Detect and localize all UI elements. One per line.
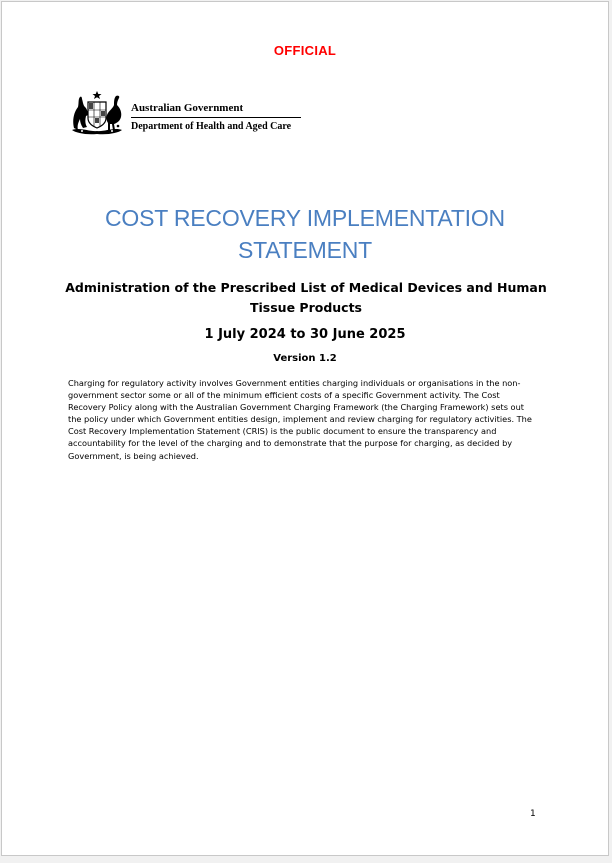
reporting-period: 1 July 2024 to 30 June 2025 xyxy=(204,327,406,342)
document-title-line-1: COST RECOVERY IMPLEMENTATION xyxy=(105,205,505,231)
department-name: Department of Health and Aged Care xyxy=(131,121,292,132)
document-subtitle: Administration of the Prescribed List of Medical Devices and Human Tissue Products xyxy=(65,280,547,315)
intro-paragraph: Charging for regulatory activity involves Government entities charging individuals or organisations in the non-government sector some or all of the minimum efficient costs of a specific Government activity. The Cost Recovery Policy along with the Australian Government Charging Framework (the Charging Framework) sets out the policy under which Government entities design, implement and review charging for regulatory activities. The Cost Recovery Implementation Statement (CRIS) is the public document to ensure the transparency and accountability for the level of the charging and to demonstrate that the purpose for charging, as decided by Government, is being achieved. xyxy=(68,378,532,461)
coat-of-arms-icon xyxy=(68,90,126,136)
classification-marking: OFFICIAL xyxy=(273,43,337,58)
government-name: Australian Government xyxy=(131,102,244,114)
government-logo xyxy=(68,90,308,136)
document-version: Version 1.2 xyxy=(273,353,337,364)
logo-divider xyxy=(131,117,301,118)
document-title xyxy=(2,202,608,266)
document-title-line-2: STATEMENT xyxy=(237,237,373,263)
document-page xyxy=(1,1,609,856)
page-number: 1 xyxy=(530,809,536,819)
